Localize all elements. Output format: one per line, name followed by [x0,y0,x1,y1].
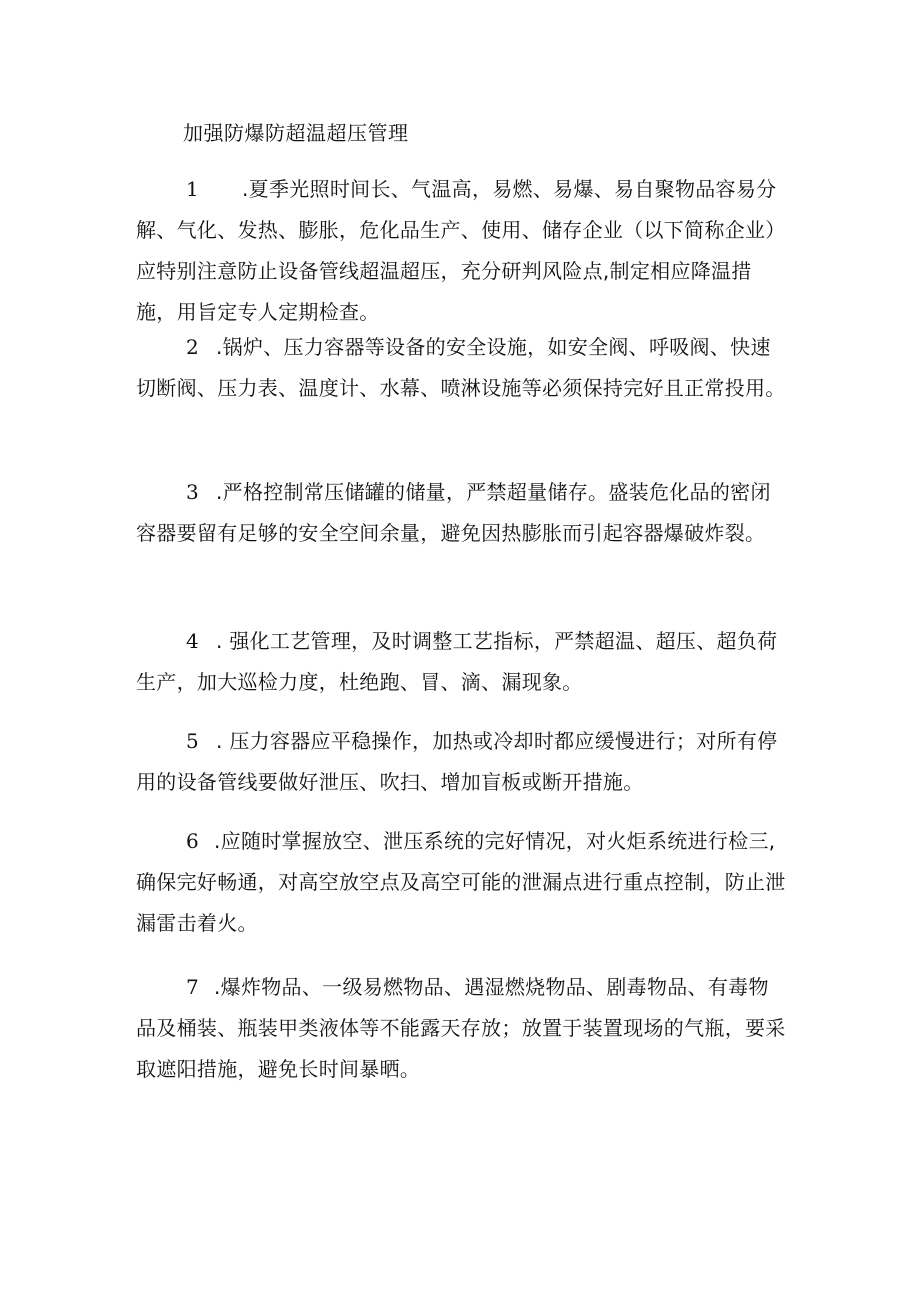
item-text: .应随时掌握放空、泄压系统的完好情况，对火炬系统进行检三,确保完好畅通，对高空放空点及高空可能的泄漏点进行重点控制，防止泄漏雷击着火。 [136,829,786,935]
item-number: 5 [186,729,200,753]
list-item-4 [136,621,786,703]
item-text: .锅炉、压力容器等设备的安全设施，如安全阀、呼吸阀、快速切断阀、压力表、温度计、水幕、喷淋设施等必须保持完好且正常投用。 [136,335,786,400]
list-item-7 [136,967,786,1090]
list-item-1 [136,169,786,333]
item-number: 3 [186,480,200,504]
item-text: .严格控制常压储罐的储量，严禁超量储存。盛装危化品的密闭容器要留有足够的安全空间余量，避免因热膨胀而引起容器爆破炸裂。 [136,480,771,545]
item-number: 6 [186,829,200,853]
list-item-3 [136,472,786,554]
document-title: 加强防爆防超温超压管理 [183,121,409,145]
item-number: 2 [186,335,200,359]
item-text: . 压力容器应平稳操作，加热或冷却时都应缓慢进行；对所有停用的设备管线要做好泄压、吹扫、增加盲板或断开措施。 [136,729,778,794]
list-item-5 [136,721,786,803]
item-number: 7 [186,975,200,999]
item-text: .夏季光照时间长、气温高，易燃、易爆、易自聚物品容易分解、气化、发热、膨胀，危化品生产、使用、储存企业（以下简称企业）应特别注意防止设备管线超温超压，充分研判风险点,制定相应降温措施，用旨定专人定期检查。 [136,177,786,324]
item-text: .爆炸物品、一级易燃物品、遇湿燃烧物品、剧毒物品、有毒物品及桶装、瓶装甲类液体等不能露天存放；放置于装置现场的气瓶，要采取遮阳措施，避免长时间暴晒。 [136,975,786,1081]
item-number: 1 [186,177,200,201]
list-item-2 [136,327,786,409]
item-text: . 强化工艺管理，及时调整工艺指标，严禁超温、超压、超负荷生产，加大巡检力度，杜绝跑、冒、滴、漏现象。 [136,629,778,694]
item-number: 4 [186,629,200,653]
list-item-6 [136,821,786,944]
